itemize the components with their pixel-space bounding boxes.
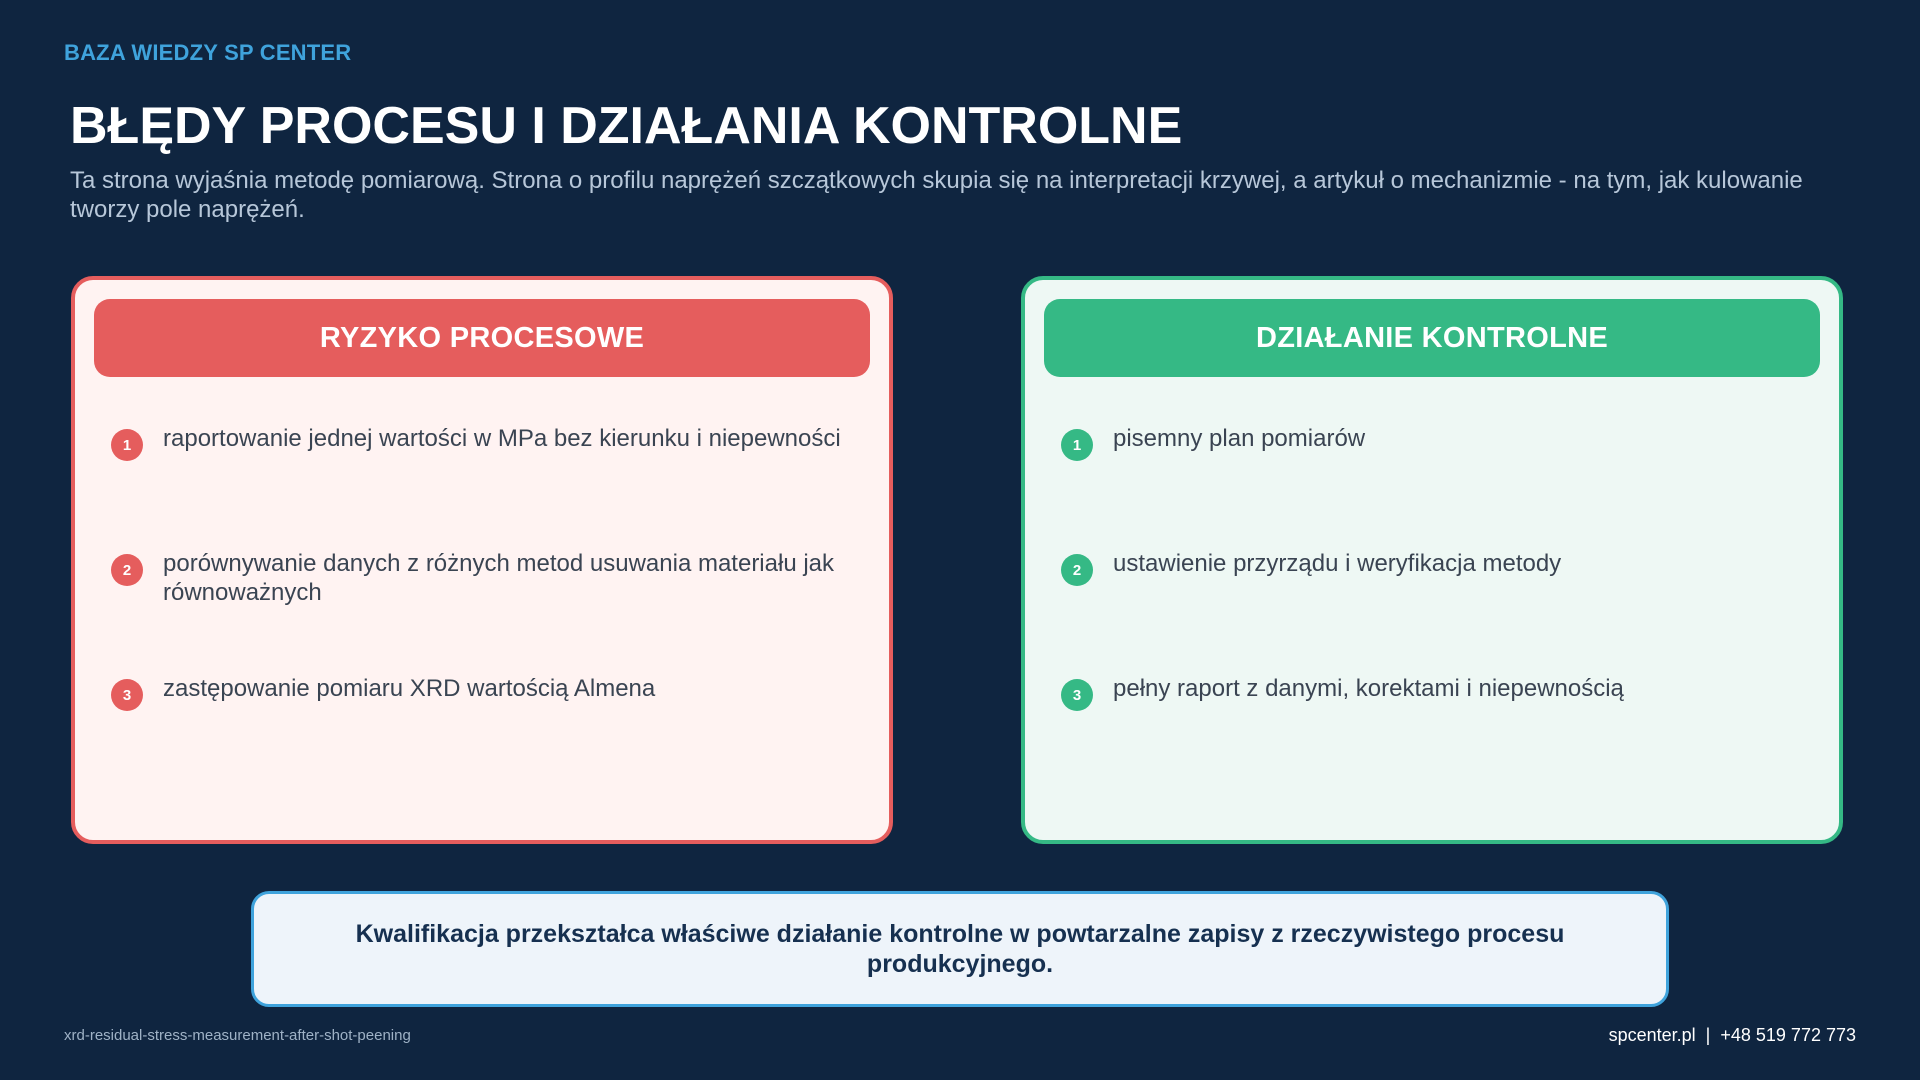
footer-phone[interactable]: +48 519 772 773 <box>1720 1025 1856 1045</box>
risk-card-header: RYZYKO PROCESOWE <box>94 299 870 377</box>
control-card <box>1021 276 1843 844</box>
risk-item-number-badge: 3 <box>111 679 143 711</box>
control-item-text: ustawienie przyrządu i weryfikacja metody <box>1113 550 1562 577</box>
control-item-number-badge: 1 <box>1061 429 1093 461</box>
risk-item <box>111 674 859 711</box>
page-title: BŁĘDY PROCESU I DZIAŁANIA KONTROLNE <box>70 97 1183 155</box>
control-item-number-badge: 3 <box>1061 679 1093 711</box>
brand-label: BAZA WIEDZY SP CENTER <box>64 40 352 65</box>
risk-item <box>111 424 859 461</box>
control-card-header: DZIAŁANIE KONTROLNE <box>1044 299 1820 377</box>
risk-item-text: raportowanie jednej wartości w MPa bez kierunku i niepewności <box>163 425 841 452</box>
page-subtitle: Ta strona wyjaśnia metodę pomiarową. Strona o profilu naprężeń szczątkowych skupia się na interpretacji krzywej, a artykuł o mechanizmie - na tym, jak kulowanie tworzy pole naprężeń. <box>70 167 1803 223</box>
footer-website-link[interactable]: spcenter.pl <box>1608 1025 1696 1045</box>
control-item-number-badge: 2 <box>1061 554 1093 586</box>
risk-item-text: zastępowanie pomiaru XRD wartością Almena <box>163 675 656 702</box>
risk-item-number-badge: 1 <box>111 429 143 461</box>
risk-card <box>71 276 893 844</box>
control-item-text: pełny raport z danymi, korektami i niepewnością <box>1113 675 1624 702</box>
control-item <box>1061 674 1809 711</box>
control-item <box>1061 549 1809 586</box>
footer-slug: xrd-residual-stress-measurement-after-shot-peening <box>64 1027 411 1044</box>
control-item <box>1061 424 1809 461</box>
control-item-text: pisemny plan pomiarów <box>1113 425 1366 452</box>
risk-item <box>111 549 859 607</box>
risk-item-number-badge: 2 <box>111 554 143 586</box>
footer-separator: | <box>1705 1025 1711 1045</box>
footer-contact <box>1609 1025 1856 1046</box>
summary-banner: Kwalifikacja przekształca właściwe działanie kontrolne w powtarzalne zapisy z rzeczywistego procesu produkcyjnego. <box>251 891 1669 1007</box>
risk-item-text: porównywanie danych z różnych metod usuwania materiału jak równoważnych <box>163 550 835 606</box>
